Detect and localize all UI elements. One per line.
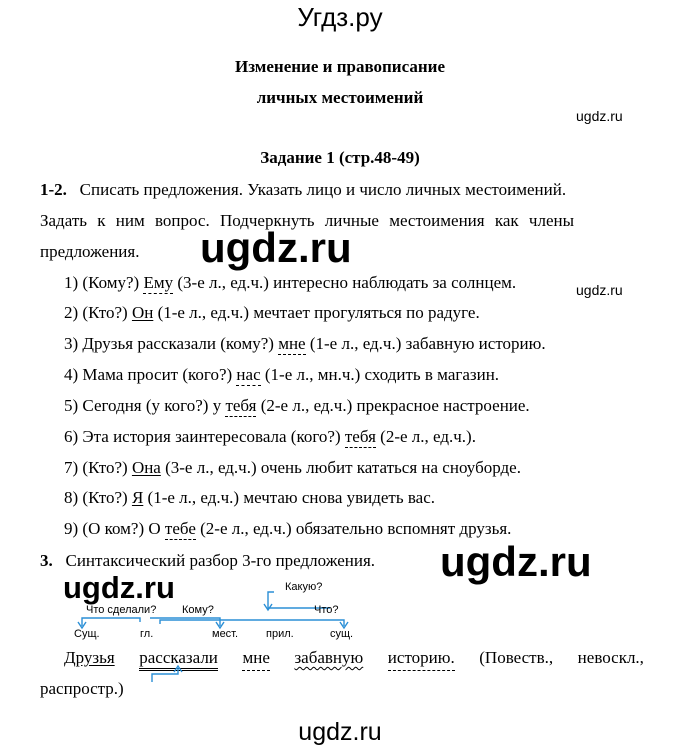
watermark-big: ugdz.ru [200, 224, 352, 271]
parsed-type-2: невоскл., [577, 648, 644, 667]
parsed-type-1: (Повеств., [479, 648, 554, 667]
site-footer: ugdz.ru [298, 718, 382, 746]
pronoun-3: мне [278, 334, 306, 353]
parsed-predicate: рассказали [139, 648, 218, 671]
sentence-8: 8) (Кто?) Я (1-е л., ед.ч.) мечтаю снова увидеть вас. [64, 488, 436, 507]
watermark-small: ugdz.ru [576, 108, 623, 124]
parsed-object-pron: мне [242, 648, 269, 671]
q-to-whom: Кому? [182, 604, 214, 616]
watermark-mid: ugdz.ru [63, 570, 175, 605]
task-heading: Задание 1 (стр.48-49) [260, 148, 420, 167]
pronoun-8: Я [131, 488, 144, 507]
arrow-what [160, 620, 344, 626]
task-part12-line3: предложения. [40, 242, 140, 261]
task-part3 [40, 551, 375, 571]
parsed-attribute: забавную [294, 648, 364, 667]
sentence-2: 2) (Кто?) Он (1-е л., ед.ч.) мечтает прогуляться по радуге. [64, 303, 480, 322]
site-header: Угдз.ру [297, 2, 383, 32]
pronoun-5: тебя [225, 396, 257, 415]
pronoun-1: Ему [143, 273, 174, 292]
sentence-4: 4) Мама просит (кого?) нас (1-е л., мн.ч.) сходить в магазин. [64, 365, 500, 384]
page-title-line2: личных местоимений [256, 88, 424, 107]
page-title-line1: Изменение и правописание [234, 57, 445, 76]
pronoun-2: Он [131, 303, 154, 322]
task-part12-text1: Списать предложения. Указать лицо и число личных местоимений. [79, 180, 567, 199]
task-part3-label: 3. [40, 551, 53, 570]
pronoun-4: нас [236, 365, 261, 384]
parsed-sentence-line2: распростр.) [40, 679, 124, 698]
sentence-1: 1) (Кому?) Ему (3-е л., ед.ч.) интересно наблюдать за солнцем. [64, 273, 517, 292]
pos-noun2: сущ. [330, 628, 354, 640]
task-part3-text: Синтаксический разбор 3-го предложения. [65, 551, 376, 570]
q-which: Какую? [285, 581, 323, 593]
watermark-small-2: ugdz.ru [576, 282, 623, 298]
task-part12-line1 [40, 180, 566, 200]
sentence-3: 3) Друзья рассказали (кому?) мне (1-е л., ед.ч.) забавную историю. [64, 334, 546, 353]
pronoun-6: тебя [344, 427, 376, 446]
sentence-9: 9) (О ком?) О тебе (2-е л., ед.ч.) обязательно вспомнят друзья. [64, 519, 512, 538]
pos-pron: мест. [212, 628, 239, 640]
pos-verb: гл. [140, 628, 154, 640]
task-part12-label: 1-2. [40, 180, 67, 199]
pos-adj: прил. [266, 628, 294, 640]
q-what-did: Что сделали? [86, 604, 157, 616]
watermark-big-2: ugdz.ru [440, 538, 592, 585]
arrow-what-did [82, 618, 140, 626]
pronoun-9: тебе [164, 519, 196, 538]
sentence-7: 7) (Кто?) Она (3-е л., ед.ч.) очень любит кататься на сноуборде. [64, 458, 521, 477]
pos-noun1: Сущ. [74, 628, 100, 640]
task-part12-line2: Задать к ним вопрос. Подчеркнуть личные местоимения как члены [40, 211, 575, 230]
subject-link-arrow [150, 664, 190, 684]
q-what: Что? [314, 604, 339, 616]
pronoun-7: Она [131, 458, 161, 477]
parsed-object-noun: историю. [388, 648, 455, 671]
parsed-subject: Друзья [64, 648, 115, 667]
sentence-5: 5) Сегодня (у кого?) у тебя (2-е л., ед.ч.) прекрасное настроение. [64, 396, 530, 415]
sentence-6: 6) Эта история заинтересовала (кого?) тебя (2-е л., ед.ч.). [64, 427, 476, 446]
